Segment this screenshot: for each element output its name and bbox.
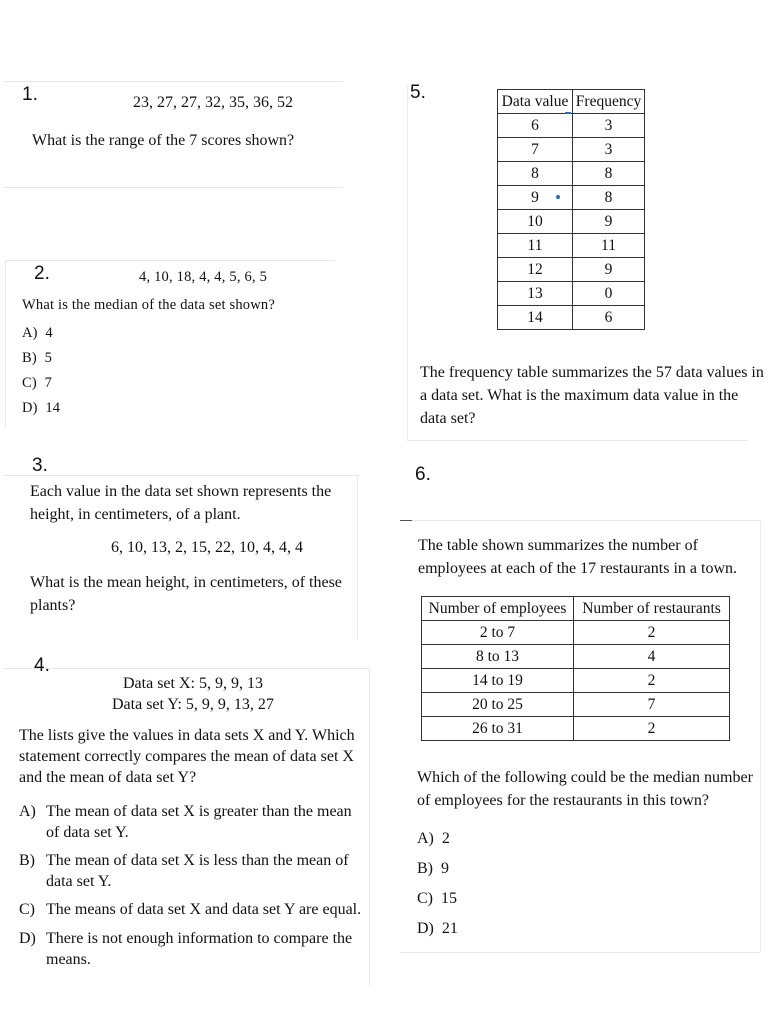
option-letter: D) [417,920,434,937]
option-text: 9 [441,860,449,877]
option-text: The mean of data set X is greater than the mean [46,803,352,820]
question-text: The lists give the values in data sets X and Y. Which [19,727,355,744]
table-cell: 9 [498,186,573,210]
answer-option [417,858,449,880]
table-row [422,669,730,693]
option-text: The means of data set X and data set Y are equal. [46,901,362,918]
question-number: 3. [32,455,48,476]
data-list: 23, 27, 27, 32, 35, 36, 52 [133,94,293,111]
table-cell: 2 [574,621,730,645]
table-cell: 20 to 25 [422,693,574,717]
table-cell: 26 to 31 [422,717,574,741]
table-cell: 11 [498,234,573,258]
table-header: Number of employees [422,597,574,621]
question-number: 6. [415,464,431,485]
table-row [422,621,730,645]
table-row [498,258,645,282]
question-number: 4. [34,655,50,676]
separator [400,520,412,521]
option-text: 7 [44,375,53,391]
data-list: 6, 10, 13, 2, 15, 22, 10, 4, 4, 4 [111,539,303,556]
table-cell: 14 [498,306,573,330]
option-letter: C) [417,890,433,907]
option-letter: A) [22,325,38,341]
data-set-y: Data set Y: 5, 9, 9, 13, 27 [112,696,274,713]
data-list: 4, 10, 18, 4, 4, 5, 6, 5 [139,269,268,285]
table-row [498,114,645,138]
table-cell: 4 [574,645,730,669]
option-letter: A) [417,830,434,847]
table-header-row [422,597,730,621]
question-text: What is the range of the 7 scores shown? [32,132,295,149]
separator [407,85,408,440]
question-text: What is the mean height, in centimeters, of these [30,574,342,591]
table-cell: 8 to 13 [422,645,574,669]
table-cell: 8 [573,162,645,186]
question-text: height, in centimeters, of a plant. [30,506,241,523]
ink-mark [556,195,560,199]
table-header: Data value [498,90,573,114]
table-header-row [498,90,645,114]
table-cell: 3 [573,114,645,138]
table-cell: 0 [573,282,645,306]
option-letter: C) [22,375,37,391]
separator [760,520,761,952]
table-cell: 14 to 19 [422,669,574,693]
option-text: means. [46,951,91,968]
option-text: 14 [45,400,61,416]
question-text: The table shown summarizes the number of [418,537,698,554]
separator [5,260,6,428]
table-row [422,693,730,717]
question-text: statement correctly compares the mean of data set X [19,748,354,765]
table-cell: 7 [498,138,573,162]
separator [412,520,762,521]
table-row [498,186,645,210]
table-cell: 10 [498,210,573,234]
question-number: 2. [34,263,50,284]
option-text: data set Y. [46,873,112,890]
data-set-x: Data set X: 5, 9, 9, 13 [123,675,263,692]
table-row [498,282,645,306]
option-text: of data set Y. [46,824,129,841]
answer-option [22,398,60,418]
option-text: There is not enough information to compare the [46,930,353,947]
table-header: Number of restaurants [574,597,730,621]
question-number: 5. [410,82,426,103]
separator [5,260,335,261]
separator [357,475,358,640]
separator [5,187,343,188]
option-letter: B) [22,350,37,366]
separator [5,81,343,82]
question-text: data set? [420,410,476,427]
option-letter: D) [22,400,38,416]
question-text: Which of the following could be the median number [417,769,753,786]
option-letter: B) [19,852,35,869]
table-cell: 9 [573,258,645,282]
separator [400,952,760,953]
table-cell: 6 [573,306,645,330]
separator [5,475,360,476]
answer-option [22,323,53,343]
table-cell: 8 [573,186,645,210]
question-number: 1. [22,84,38,105]
table-cell: 11 [573,234,645,258]
ink-mark [565,112,571,114]
table-cell: 8 [498,162,573,186]
table-cell: 9 [573,210,645,234]
table-cell: 2 [574,717,730,741]
frequency-table [497,89,645,330]
question-text: Each value in the data set shown represents the [30,483,332,500]
option-text: 2 [441,830,450,847]
option-text: The mean of data set X is less than the mean of [46,852,349,869]
question-text: The frequency table summarizes the 57 data values in [420,364,764,381]
option-text: 15 [441,890,457,907]
table-row [498,234,645,258]
table-row [498,138,645,162]
table-cell: 6 [498,114,573,138]
option-letter: D) [19,930,36,947]
answer-option [417,918,458,940]
table-cell: 2 [574,669,730,693]
table-cell: 2 to 7 [422,621,574,645]
answer-option [417,828,450,850]
answer-option [417,888,457,910]
question-text: a data set. What is the maximum data value in the [420,387,739,404]
table-cell: 13 [498,282,573,306]
table-row [498,306,645,330]
separator [5,668,370,669]
separator [407,440,747,441]
question-text: employees at each of the 17 restaurants in a town. [418,560,737,577]
table-row [422,645,730,669]
question-text: and the mean of data set Y? [19,769,197,786]
question-text: What is the median of the data set shown? [22,297,276,313]
table-cell: 12 [498,258,573,282]
option-letter: A) [19,803,36,820]
question-text: of employees for the restaurants in this town? [417,792,709,809]
answer-option [22,348,52,368]
question-text: plants? [30,597,76,614]
option-letter: B) [417,860,433,877]
separator [369,668,370,986]
option-text: 5 [44,350,53,366]
employees-table [421,596,730,741]
table-header: Frequency [573,90,645,114]
table-cell: 3 [573,138,645,162]
table-row [498,210,645,234]
option-text: 21 [441,920,458,937]
option-text: 4 [45,325,53,341]
table-row [498,162,645,186]
table-cell: 7 [574,693,730,717]
table-row [422,717,730,741]
option-letter: C) [19,901,35,918]
answer-option [22,373,52,393]
